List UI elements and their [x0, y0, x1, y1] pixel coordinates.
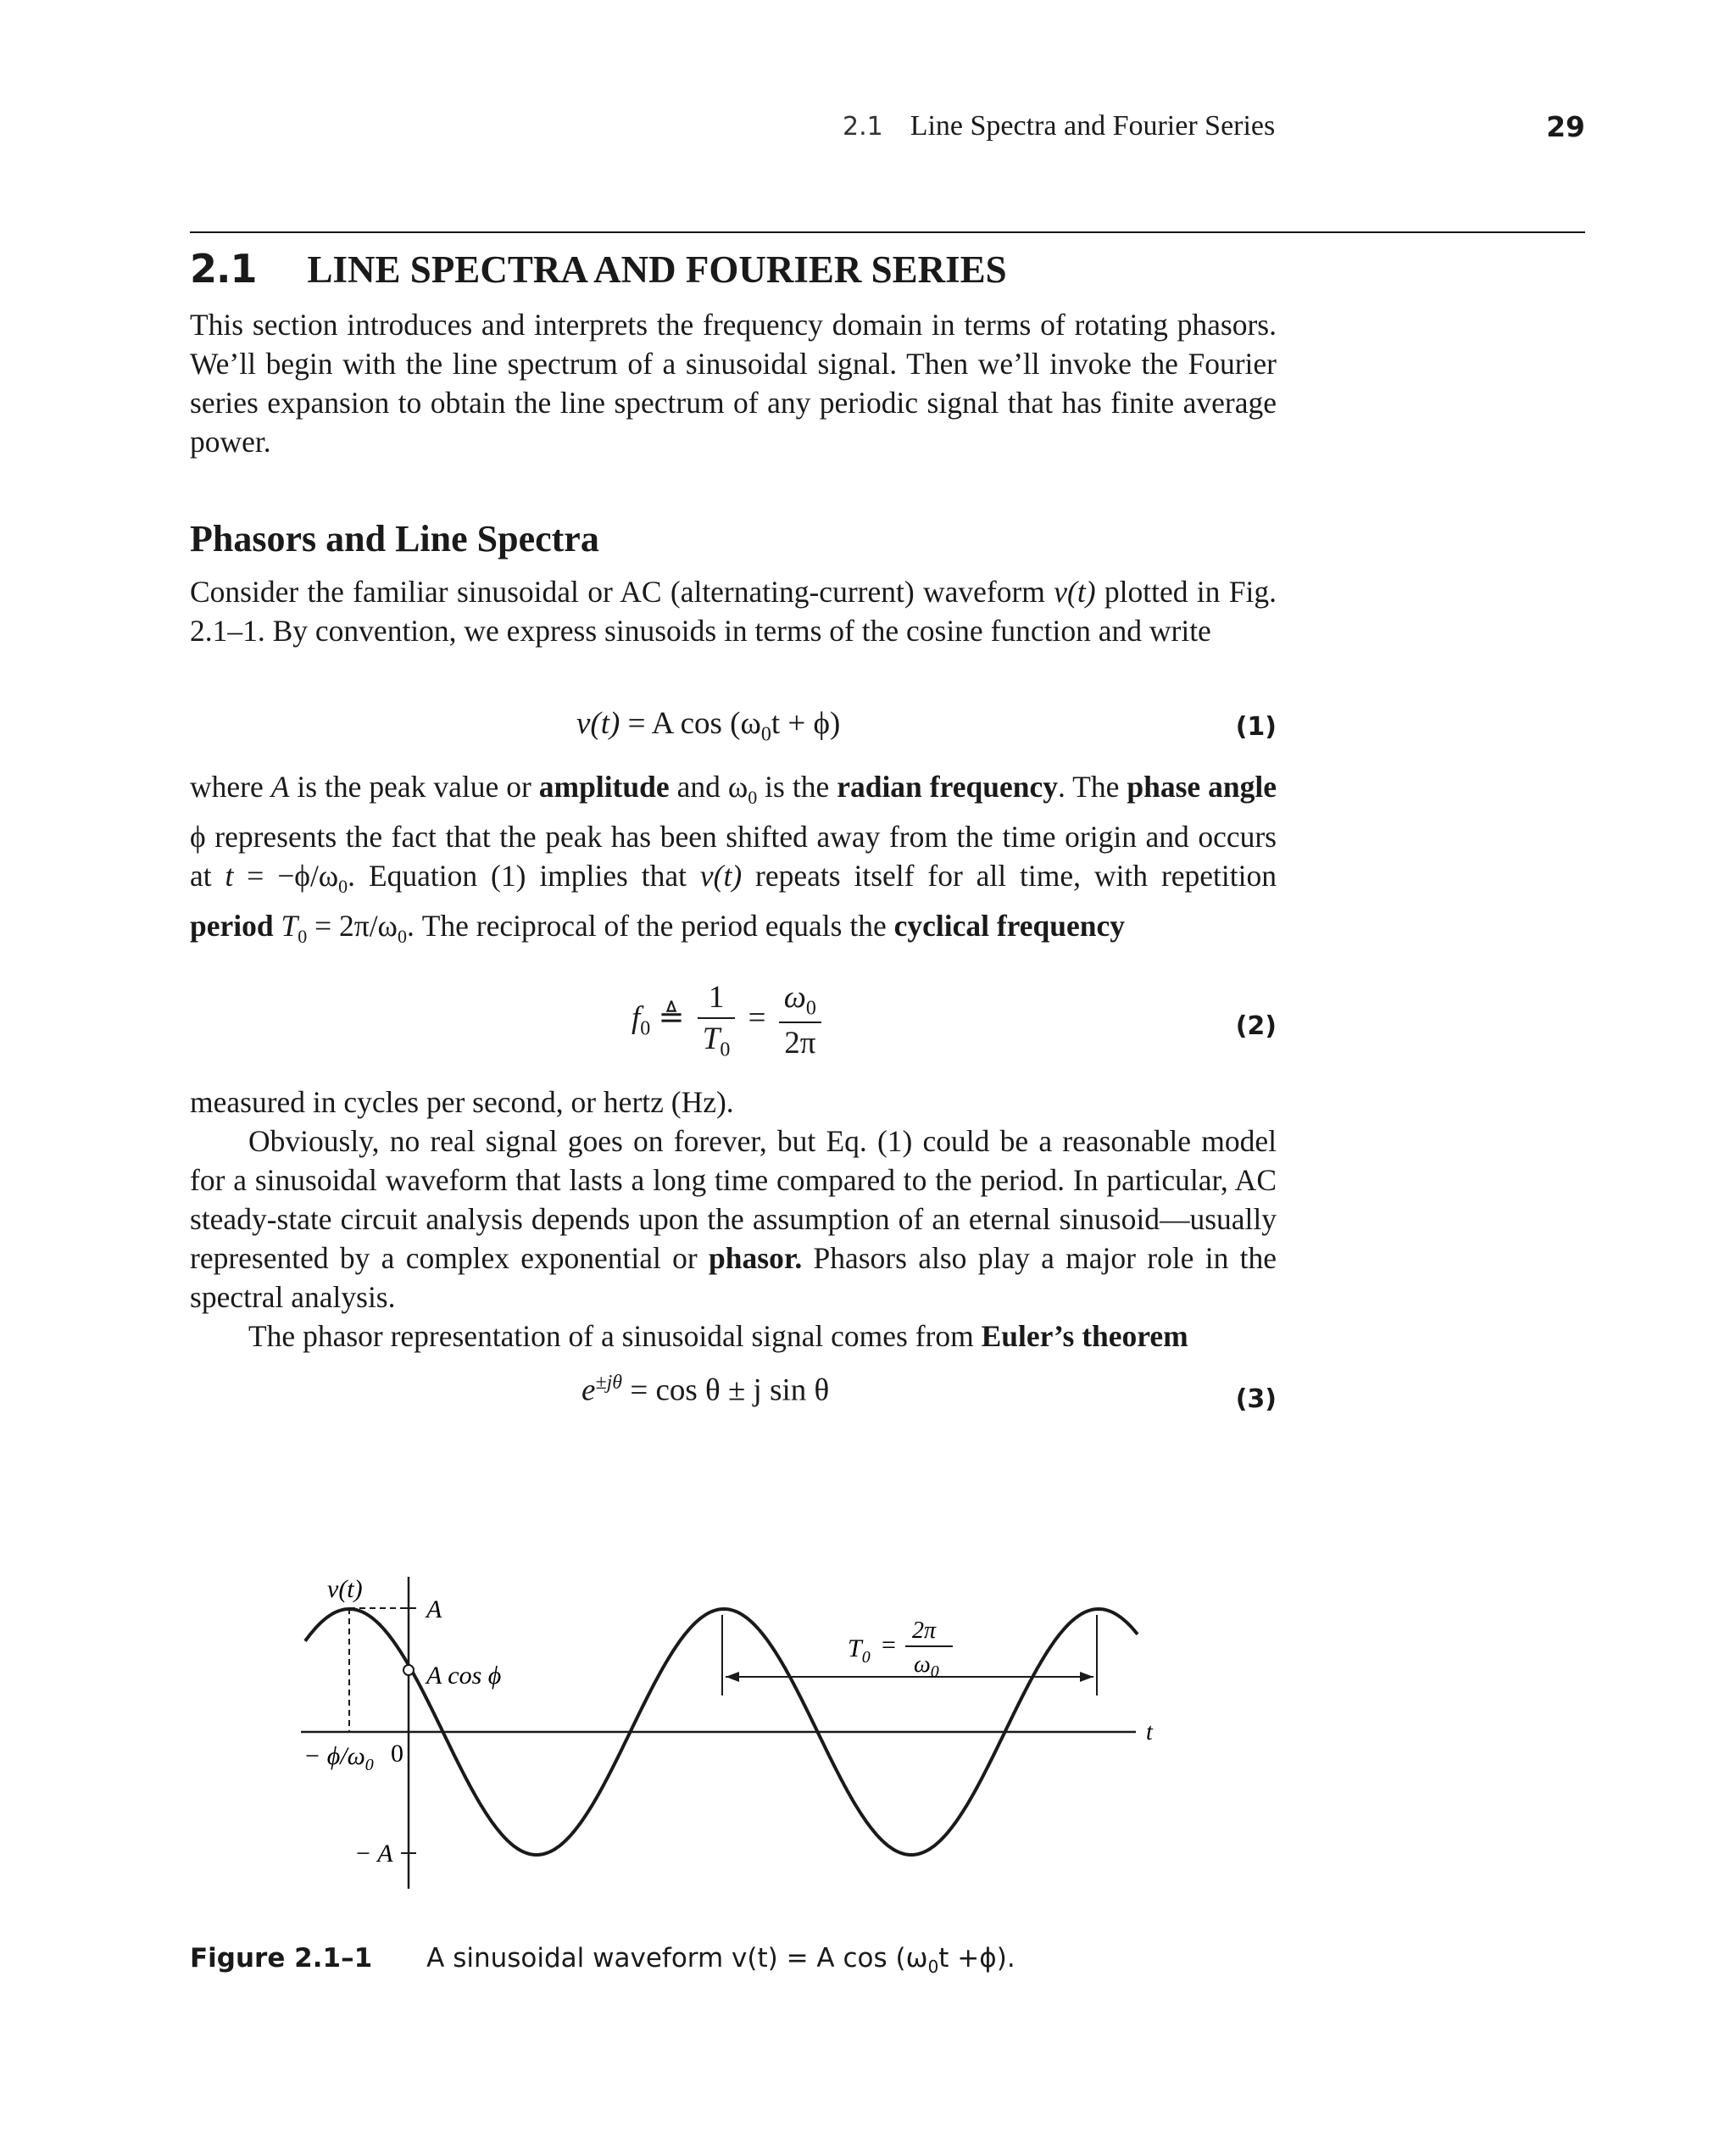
subsection-title: Phasors and Line Spectra: [190, 518, 599, 560]
v-axis-label: v(t): [327, 1575, 363, 1603]
p2-t8: t: [225, 859, 234, 894]
period-den: ω: [914, 1651, 931, 1678]
p2-t4: and ω: [669, 770, 748, 804]
sinusoid-figure: [288, 1560, 1170, 1907]
equation-2-fraction-2: [779, 979, 821, 1061]
figure-caption-text-b: t +ϕ).: [938, 1943, 1015, 1974]
equation-1-lhs: v(t): [576, 706, 620, 741]
period-label: [848, 1634, 871, 1667]
period-arrow-right-head: [1080, 1672, 1093, 1682]
p2-radian-frequency-term: radian frequency: [837, 770, 1058, 804]
paragraph-1-vt: v(t): [1054, 575, 1096, 609]
p2-t9: = −ϕ/ω: [233, 859, 339, 894]
section-heading: [190, 246, 1007, 292]
paragraph-4-phasor-term: phasor.: [709, 1241, 803, 1275]
phase-shift-label: [303, 1742, 374, 1774]
equation-2-equals: =: [748, 1000, 766, 1036]
intro-paragraph: This section introduces and interprets the frequency domain in terms of rotating phasors. We’ll begin with the line spectrum of a sinusoidal signal. Then we’ll invoke the Fourier series expansion to obtain the line spectrum of any periodic signal that has finite average power.: [190, 308, 1277, 459]
figure-label: Figure 2.1–1: [190, 1943, 373, 1974]
period-equals: =: [882, 1631, 896, 1659]
paragraph-5-euler-term: Euler’s theorem: [981, 1319, 1188, 1353]
equation-1: [576, 705, 840, 746]
paragraph-4-text-a: Obviously, no real signal goes on forever, but Eq. (1) could be a reasonable model for a sinusoidal waveform that lasts a long time compared to the period. In particular, AC steady-state circuit analysis depends upon the assumption of an eternal sinusoid—usually represented by a complex exponential or: [190, 1124, 1277, 1275]
a-cos-phi-marker: [403, 1665, 414, 1675]
paragraph-1: [190, 572, 1277, 650]
running-header-section-number: 2.1: [843, 112, 883, 142]
running-header: [843, 110, 1275, 142]
phase-shift-sub: 0: [364, 1756, 374, 1774]
equation-2-num2: ω: [783, 980, 806, 1015]
p2-t12: repeats itself for all time, with repetition: [742, 859, 1277, 894]
p2-t11: v(t): [699, 859, 743, 894]
figure-caption-text-a: A sinusoidal waveform v(t) = A cos (ω: [426, 1943, 928, 1974]
equation-1-mid: = A cos (ω: [620, 706, 761, 741]
equation-2: [632, 979, 826, 1061]
period-numerator: 2π: [912, 1617, 937, 1644]
p2-t2: A: [270, 770, 290, 804]
paragraph-2: [190, 767, 1277, 956]
amp-pos-label: A: [426, 1595, 442, 1623]
p2-t13-sub: 0: [298, 926, 308, 948]
equation-2-num2-sub: 0: [805, 997, 816, 1020]
equation-3-number: (3): [1235, 1384, 1277, 1414]
p2-t15: . The reciprocal of the period equals the: [406, 909, 894, 944]
paragraph-3: measured in cycles per second, or hertz (Hz).: [190, 1085, 734, 1119]
p2-phase-angle-term: phase angle: [1127, 770, 1277, 804]
period-denominator: [914, 1651, 939, 1681]
equation-2-den2: 2π: [784, 1026, 816, 1061]
paragraph-4: [190, 1122, 1277, 1317]
a-cos-phi-label: A cos ϕ: [426, 1662, 502, 1690]
section-number: 2.1: [190, 246, 257, 292]
equation-3-rhs: = cos θ ± j sin θ: [622, 1372, 830, 1408]
p2-t5: is the: [757, 770, 837, 804]
equation-2-number: (2): [1235, 1011, 1277, 1041]
p2-t14-sub: 0: [397, 926, 407, 948]
equation-2-def-symbol: ≜: [658, 1000, 685, 1036]
period-lhs-sub: 0: [861, 1648, 871, 1667]
p2-t1: where: [190, 770, 271, 804]
equation-3-lhs: e: [581, 1372, 596, 1408]
figure-caption-sub: 0: [927, 1957, 939, 1978]
t-axis-label: t: [1146, 1719, 1153, 1745]
equation-2-den1-sub: 0: [720, 1038, 731, 1061]
period-arrow-left-head: [726, 1672, 739, 1682]
p2-amplitude-term: amplitude: [538, 770, 670, 804]
equation-1-rhs: t + ϕ): [771, 706, 841, 741]
equation-2-fraction-1: [698, 979, 736, 1061]
header-rule: [190, 231, 1585, 233]
equation-2-lhs-sub: 0: [640, 1017, 651, 1040]
p2-t6: . The: [1057, 770, 1127, 804]
equation-3: [581, 1372, 829, 1408]
equation-3-sup: ±jθ: [595, 1372, 623, 1394]
p2-cyclical-frequency-term: cyclical frequency: [893, 909, 1126, 944]
running-header-title: Line Spectra and Fourier Series: [910, 110, 1276, 142]
equation-1-number: (1): [1235, 712, 1277, 742]
period-den-sub: 0: [930, 1662, 939, 1681]
paragraph-5: [190, 1317, 1277, 1356]
paragraph-5-text-a: The phasor representation of a sinusoidal signal comes from: [248, 1319, 982, 1353]
p2-t13: T: [273, 909, 298, 944]
equation-2-lhs: f: [632, 1000, 641, 1036]
p2-period-term: period: [190, 909, 274, 944]
p2-t4-sub: 0: [748, 787, 758, 809]
paragraph-4-text-c: Phasors also play a major role in the spectral analysis.: [190, 1241, 1277, 1314]
period-lhs: T: [848, 1634, 862, 1662]
section-title: LINE SPECTRA AND FOURIER SERIES: [307, 248, 1007, 291]
equation-1-sub: 0: [760, 723, 771, 746]
equation-2-num1: 1: [698, 979, 736, 1019]
p2-t14: = 2π/ω: [307, 909, 398, 944]
phase-shift-text: − ϕ/ω: [303, 1742, 365, 1770]
p2-t9-sub: 0: [338, 876, 348, 898]
figure-caption: [190, 1943, 1015, 1977]
p2-t7: ϕ represents the fact that the peak has been shifted away from the time origin and occurs at: [190, 820, 1277, 894]
paragraph-1-text-a: Consider the familiar sinusoidal or AC (alternating-current) waveform: [190, 575, 1054, 609]
p2-t10: . Equation (1) implies that: [348, 859, 700, 894]
page-number: 29: [1546, 110, 1585, 143]
paragraph-1-text-c: plotted in Fig. 2.1–1. By convention, we express sinusoids in terms of the cosine function and write: [190, 575, 1277, 648]
amp-neg-label: − A: [354, 1840, 393, 1868]
origin-label: 0: [391, 1740, 403, 1768]
p2-t3: is the peak value or: [289, 770, 539, 804]
equation-2-den1: T: [702, 1022, 721, 1056]
